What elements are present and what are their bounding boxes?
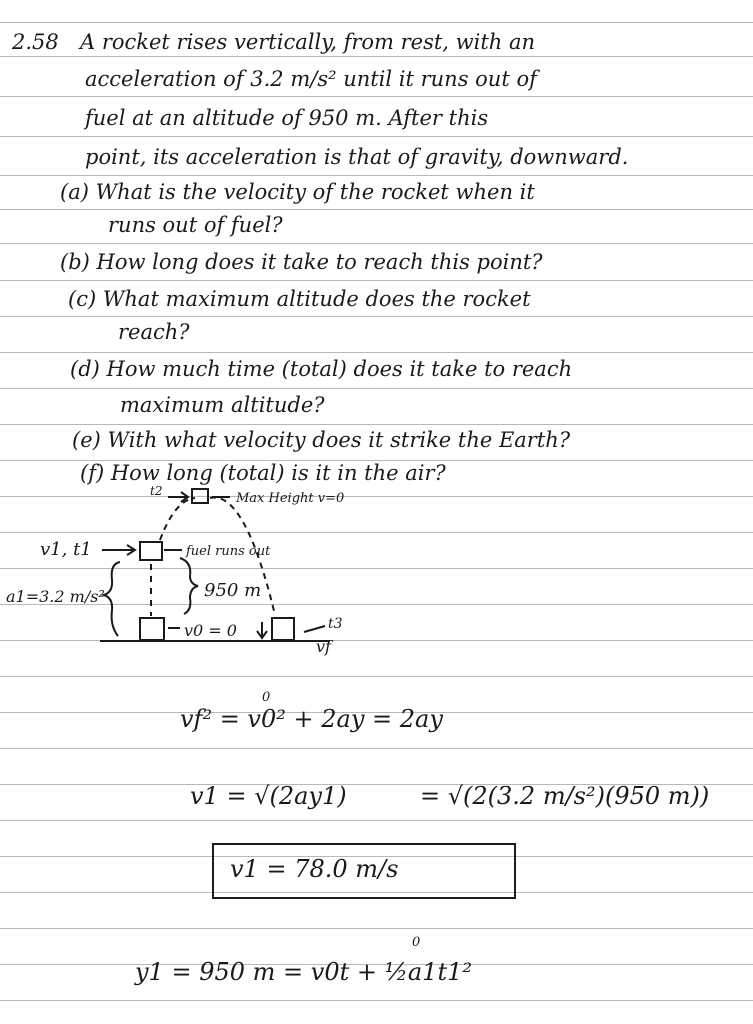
part-c-line-2: reach?	[118, 320, 190, 344]
down-arrow	[257, 622, 267, 638]
rule-line	[0, 1000, 753, 1001]
rocket-at-burnout	[140, 542, 162, 560]
cancel-zero-2: 0	[412, 935, 421, 950]
position-equation: y1 = 950 m = v0t + ½a1t1²	[135, 958, 472, 986]
problem-intro-line-1: A rocket rises vertically, from rest, with an	[80, 30, 536, 54]
rocket-motion-diagram	[0, 480, 753, 680]
altitude-label: 950 m	[204, 580, 262, 601]
vf-label: vf	[316, 637, 331, 656]
rule-line	[0, 22, 753, 23]
answer-v1: v1 = 78.0 m/s	[230, 855, 399, 883]
rule-line	[0, 748, 753, 749]
rule-line	[0, 388, 753, 389]
rule-line	[0, 56, 753, 57]
part-d-line-2: maximum altitude?	[120, 393, 325, 417]
kinematic-equation: vf² = v0² + 2ay = 2ay	[180, 705, 443, 733]
accel-label: a1=3.2 m/s²	[6, 587, 105, 606]
rule-line	[0, 280, 753, 281]
part-f: (f) How long (total) is it in the air?	[80, 461, 446, 485]
altitude-brace	[180, 558, 198, 614]
v1-label: v1, t1	[40, 539, 92, 560]
rule-line	[0, 424, 753, 425]
rule-line	[0, 928, 753, 929]
velocity-substitution: = √(2(3.2 m/s²)(950 m))	[420, 782, 710, 810]
t3-arrow	[304, 626, 325, 632]
rule-line	[0, 316, 753, 317]
rule-line	[0, 820, 753, 821]
rocket-at-launch	[140, 618, 164, 640]
problem-intro-line-2: acceleration of 3.2 m/s² until it runs out of	[85, 67, 537, 91]
rule-line	[0, 243, 753, 244]
velocity-formula: v1 = √(2ay1)	[190, 782, 347, 810]
part-b: (b) How long does it take to reach this point?	[60, 250, 543, 274]
rule-line	[0, 175, 753, 176]
problem-intro-line-3: fuel at an altitude of 950 m. After this	[85, 106, 489, 130]
rocket-at-max-height	[192, 489, 208, 503]
part-d-line-1: (d) How much time (total) does it take to reach	[70, 357, 573, 381]
v1-arrow	[102, 545, 135, 555]
fuel-runs-out-label: fuel runs out	[186, 544, 271, 559]
rule-line	[0, 136, 753, 137]
part-c-line-1: (c) What maximum altitude does the rocket	[68, 287, 531, 311]
v0-label: v0 = 0	[184, 621, 237, 640]
cancel-zero-1: 0	[262, 690, 271, 705]
rule-line	[0, 352, 753, 353]
t3-label: t3	[328, 616, 343, 632]
rule-line	[0, 96, 753, 97]
t2-label: t2	[150, 484, 163, 498]
max-height-label: Max Height v=0	[236, 491, 345, 506]
accel-brace	[104, 562, 120, 636]
problem-number: 2.58	[12, 30, 59, 54]
problem-intro-line-4: point, its acceleration is that of gravity, downward.	[85, 145, 629, 169]
part-a-line-1: (a) What is the velocity of the rocket when it	[60, 180, 535, 204]
rule-line	[0, 209, 753, 210]
part-e: (e) With what velocity does it strike the Earth?	[72, 428, 571, 452]
rocket-at-impact	[272, 618, 294, 640]
part-a-line-2: runs out of fuel?	[108, 213, 283, 237]
